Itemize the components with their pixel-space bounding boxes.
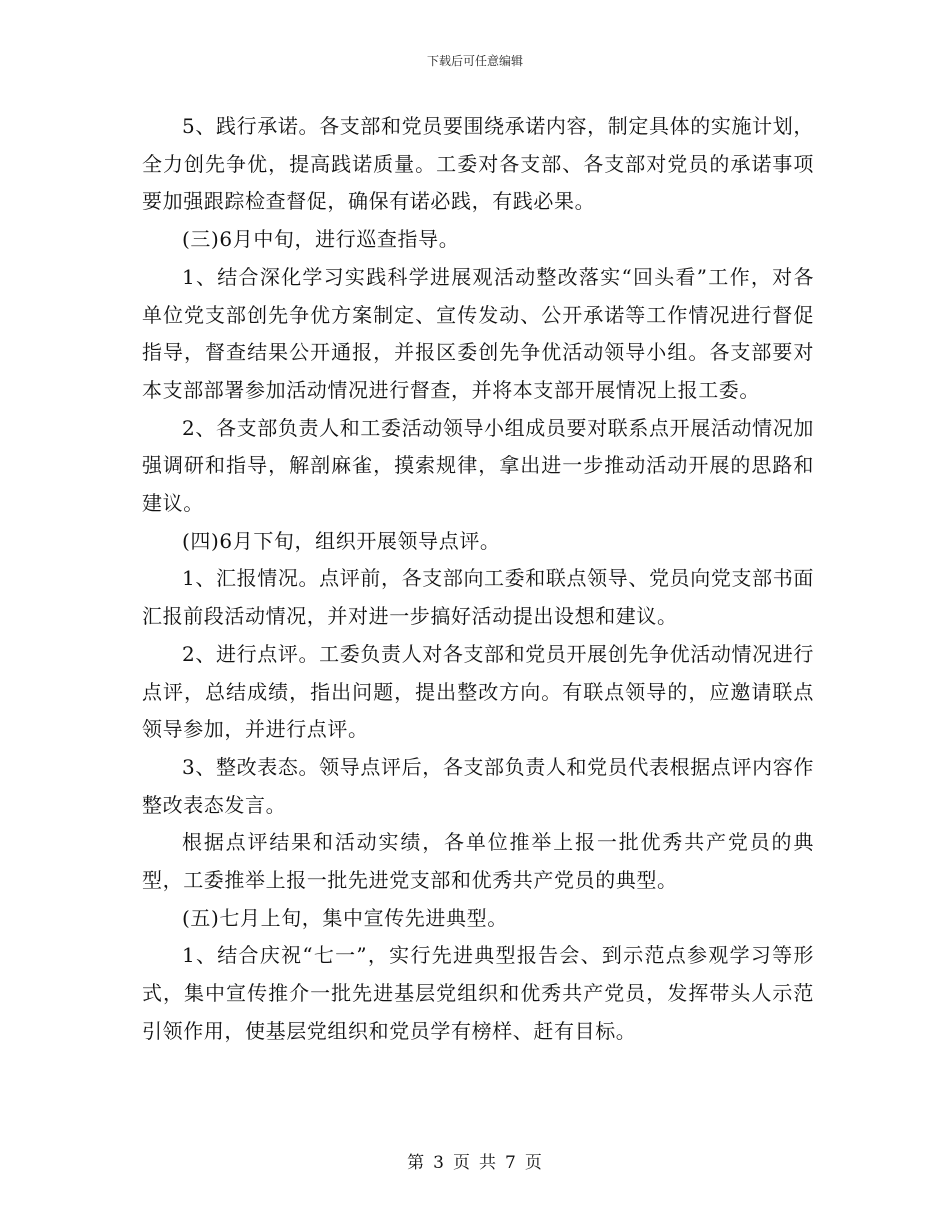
paragraph: 2、各支部负责人和工委活动领导小组成员要对联系点开展活动情况加强调研和指导，解剖麻雀，摸索规律，拿出进一步推动活动开展的思路和建议。 [142,415,814,516]
paragraph: 1、结合庆祝“七一”，实行先进典型报告会、到示范点参观学习等形式，集中宣传推介一批先进基层党组织和优秀共产党员，发挥带头人示范引领作用，使基层党组织和党员学有榜样、赶有目标。 [142,943,814,1043]
page-number: 3 [433,1153,445,1173]
paragraph: 1、汇报情况。点评前，各支部向工委和联点领导、党员向党支部书面汇报前段活动情况，并对进一步搞好活动提出设想和建议。 [142,566,814,629]
total-pages: 7 [505,1153,517,1173]
paragraph: 1、结合深化学习实践科学进展观活动整改落实“回头看”工作，对各单位党支部创先争优方案制定、宣传发动、公开承诺等工作情况进行督促指导，督查结果公开通报，并报区委创先争优活动领导小组。各支部要对本支部部署参加活动情况进行督查，并将本支部开展情况上报工委。 [142,264,814,402]
paragraph: 5、践行承诺。各支部和党员要围绕承诺内容，制定具体的实施计划，全力创先争优，提高践诺质量。工委对各支部、各支部对党员的承诺事项要加强跟踪检查督促，确保有诺必践，有践必果。 [142,114,814,214]
section-heading: (三)6月中旬，进行巡查指导。 [182,227,460,252]
page-number-unit: 页 [453,1153,471,1173]
section-heading: (五)七月上旬，集中宣传先进典型。 [182,905,508,930]
document-body [142,108,814,1051]
total-pages-prefix: 共 [479,1153,497,1173]
page-header: 下载后可任意编辑 [426,54,523,68]
page-footer [0,1152,950,1174]
paragraph: 3、整改表态。领导点评后，各支部负责人和党员代表根据点评内容作整改表态发言。 [142,754,814,817]
page-number-prefix: 第 [407,1153,426,1173]
paragraph: 根据点评结果和活动实绩，各单位推举上报一批优秀共产党员的典型，工委推举上报一批先进党支部和优秀共产党员的典型。 [142,830,814,893]
total-pages-unit: 页 [524,1153,543,1173]
section-heading: (四)6月下旬，组织开展领导点评。 [182,528,501,553]
paragraph: 2、进行点评。工委负责人对各支部和党员开展创先争优活动情况进行点评，总结成绩，指出问题，提出整改方向。有联点领导的，应邀请联点领导参加，并进行点评。 [142,641,814,742]
